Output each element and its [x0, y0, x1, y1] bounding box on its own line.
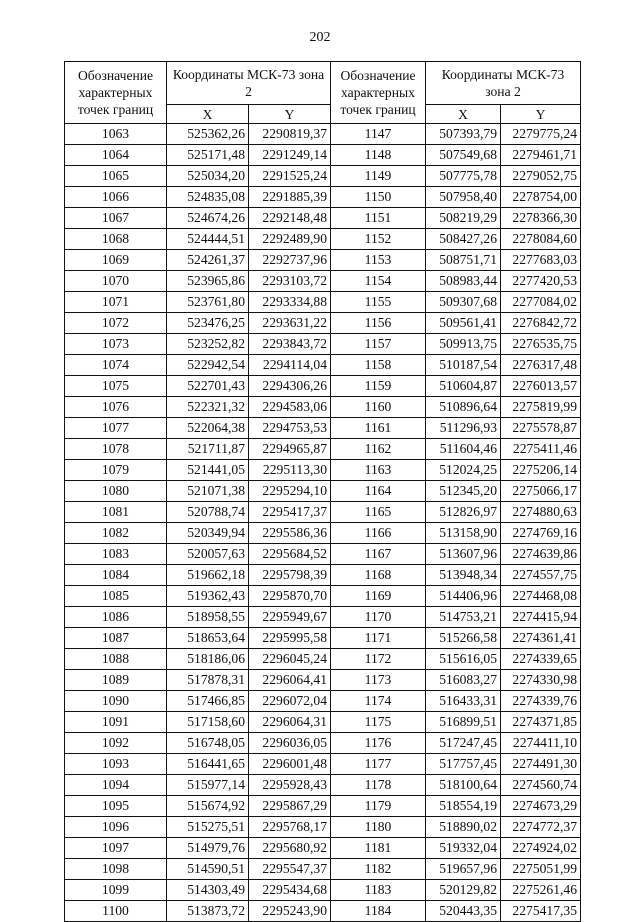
cell-y-right: 2275819,99	[501, 397, 581, 418]
cell-point-left: 1082	[65, 523, 167, 544]
cell-x-left: 518958,55	[167, 607, 249, 628]
cell-point-right: 1147	[331, 124, 426, 145]
cell-x-right: 507775,78	[426, 166, 501, 187]
cell-x-left: 525362,26	[167, 124, 249, 145]
cell-x-right: 515616,05	[426, 649, 501, 670]
cell-x-right: 508219,29	[426, 208, 501, 229]
cell-y-right: 2279052,75	[501, 166, 581, 187]
cell-point-left: 1088	[65, 649, 167, 670]
cell-x-right: 507958,40	[426, 187, 501, 208]
table-row	[65, 691, 581, 712]
cell-x-left: 521071,38	[167, 481, 249, 502]
cell-y-left: 2295113,30	[249, 460, 331, 481]
cell-y-left: 2295294,10	[249, 481, 331, 502]
table-row	[65, 166, 581, 187]
cell-y-right: 2275261,46	[501, 880, 581, 901]
cell-y-right: 2278366,30	[501, 208, 581, 229]
cell-y-left: 2296072,04	[249, 691, 331, 712]
cell-x-right: 509561,41	[426, 313, 501, 334]
cell-x-right: 508751,71	[426, 250, 501, 271]
cell-y-left: 2295798,39	[249, 565, 331, 586]
cell-y-left: 2294753,53	[249, 418, 331, 439]
cell-point-right: 1182	[331, 859, 426, 880]
cell-x-left: 517466,85	[167, 691, 249, 712]
cell-point-right: 1180	[331, 817, 426, 838]
cell-x-right: 514406,96	[426, 586, 501, 607]
cell-y-left: 2296036,05	[249, 733, 331, 754]
cell-x-right: 513607,96	[426, 544, 501, 565]
cell-y-left: 2294306,26	[249, 376, 331, 397]
cell-point-right: 1174	[331, 691, 426, 712]
cell-x-left: 520349,94	[167, 523, 249, 544]
table-row	[65, 775, 581, 796]
header-coords-right: Координаты МСК-73 зона 2	[426, 62, 581, 105]
cell-y-right: 2275578,87	[501, 418, 581, 439]
cell-x-right: 510604,87	[426, 376, 501, 397]
cell-y-right: 2278084,60	[501, 229, 581, 250]
table-row	[65, 208, 581, 229]
cell-y-left: 2295434,68	[249, 880, 331, 901]
cell-x-left: 515275,51	[167, 817, 249, 838]
cell-point-left: 1092	[65, 733, 167, 754]
cell-y-left: 2293103,72	[249, 271, 331, 292]
cell-point-left: 1064	[65, 145, 167, 166]
cell-point-left: 1081	[65, 502, 167, 523]
cell-y-left: 2295417,37	[249, 502, 331, 523]
cell-point-right: 1179	[331, 796, 426, 817]
cell-x-left: 516748,05	[167, 733, 249, 754]
cell-x-right: 513158,90	[426, 523, 501, 544]
cell-y-left: 2295995,58	[249, 628, 331, 649]
cell-y-right: 2274880,63	[501, 502, 581, 523]
cell-x-left: 521441,05	[167, 460, 249, 481]
cell-point-right: 1178	[331, 775, 426, 796]
cell-point-left: 1072	[65, 313, 167, 334]
cell-x-left: 523761,80	[167, 292, 249, 313]
cell-x-right: 520443,35	[426, 901, 501, 922]
cell-y-right: 2274769,16	[501, 523, 581, 544]
cell-point-left: 1098	[65, 859, 167, 880]
table-row	[65, 901, 581, 922]
cell-point-left: 1075	[65, 376, 167, 397]
table-row	[65, 250, 581, 271]
cell-point-left: 1067	[65, 208, 167, 229]
cell-y-right: 2275066,17	[501, 481, 581, 502]
cell-x-right: 507549,68	[426, 145, 501, 166]
cell-x-left: 519362,43	[167, 586, 249, 607]
cell-x-left: 524835,08	[167, 187, 249, 208]
cell-point-right: 1175	[331, 712, 426, 733]
cell-y-left: 2295928,43	[249, 775, 331, 796]
cell-point-right: 1168	[331, 565, 426, 586]
cell-point-right: 1167	[331, 544, 426, 565]
cell-point-right: 1164	[331, 481, 426, 502]
table-row	[65, 628, 581, 649]
cell-y-right: 2274415,94	[501, 607, 581, 628]
header-y-right: Y	[501, 105, 581, 124]
table-body	[65, 124, 581, 922]
cell-point-left: 1087	[65, 628, 167, 649]
cell-point-left: 1096	[65, 817, 167, 838]
header-x-left: X	[167, 105, 249, 124]
cell-x-left: 525171,48	[167, 145, 249, 166]
cell-y-right: 2274557,75	[501, 565, 581, 586]
cell-x-right: 513948,34	[426, 565, 501, 586]
cell-x-right: 507393,79	[426, 124, 501, 145]
cell-point-left: 1093	[65, 754, 167, 775]
header-coords-left: Координаты МСК-73 зона 2	[167, 62, 331, 105]
cell-y-left: 2292737,96	[249, 250, 331, 271]
cell-y-left: 2293334,88	[249, 292, 331, 313]
cell-point-left: 1084	[65, 565, 167, 586]
cell-x-left: 517158,60	[167, 712, 249, 733]
cell-y-right: 2275051,99	[501, 859, 581, 880]
cell-y-left: 2295243,90	[249, 901, 331, 922]
cell-point-left: 1073	[65, 334, 167, 355]
cell-y-left: 2290819,37	[249, 124, 331, 145]
cell-x-right: 517247,45	[426, 733, 501, 754]
table-row	[65, 376, 581, 397]
cell-y-right: 2275417,35	[501, 901, 581, 922]
table-row	[65, 670, 581, 691]
cell-point-right: 1169	[331, 586, 426, 607]
cell-point-left: 1095	[65, 796, 167, 817]
cell-y-left: 2291885,39	[249, 187, 331, 208]
cell-x-left: 518186,06	[167, 649, 249, 670]
cell-y-right: 2274371,85	[501, 712, 581, 733]
cell-point-right: 1171	[331, 628, 426, 649]
cell-x-left: 513873,72	[167, 901, 249, 922]
header-point-left: Обозначение характерных точек границ	[65, 62, 167, 124]
cell-x-right: 516083,27	[426, 670, 501, 691]
cell-x-right: 520129,82	[426, 880, 501, 901]
cell-y-right: 2274772,37	[501, 817, 581, 838]
cell-point-left: 1086	[65, 607, 167, 628]
header-x-right: X	[426, 105, 501, 124]
cell-x-left: 525034,20	[167, 166, 249, 187]
cell-y-left: 2295547,37	[249, 859, 331, 880]
cell-x-right: 519657,96	[426, 859, 501, 880]
cell-x-right: 518890,02	[426, 817, 501, 838]
cell-y-right: 2274924,02	[501, 838, 581, 859]
cell-x-right: 510896,64	[426, 397, 501, 418]
cell-point-right: 1161	[331, 418, 426, 439]
cell-y-right: 2277420,53	[501, 271, 581, 292]
cell-point-left: 1099	[65, 880, 167, 901]
table-row	[65, 712, 581, 733]
table-row	[65, 418, 581, 439]
cell-point-left: 1083	[65, 544, 167, 565]
table-row	[65, 565, 581, 586]
table-row	[65, 292, 581, 313]
cell-point-right: 1148	[331, 145, 426, 166]
cell-point-right: 1163	[331, 460, 426, 481]
cell-x-right: 518100,64	[426, 775, 501, 796]
cell-point-right: 1156	[331, 313, 426, 334]
cell-y-left: 2293631,22	[249, 313, 331, 334]
cell-point-left: 1076	[65, 397, 167, 418]
cell-y-right: 2279775,24	[501, 124, 581, 145]
table-row	[65, 313, 581, 334]
cell-y-left: 2295949,67	[249, 607, 331, 628]
cell-x-left: 522942,54	[167, 355, 249, 376]
cell-point-left: 1090	[65, 691, 167, 712]
cell-y-right: 2274411,10	[501, 733, 581, 754]
header-point-right: Обозначение характерных точек границ	[331, 62, 426, 124]
cell-point-right: 1152	[331, 229, 426, 250]
cell-point-right: 1162	[331, 439, 426, 460]
cell-y-right: 2274673,29	[501, 796, 581, 817]
cell-y-right: 2276535,75	[501, 334, 581, 355]
cell-y-left: 2295586,36	[249, 523, 331, 544]
cell-point-right: 1160	[331, 397, 426, 418]
cell-x-left: 523965,86	[167, 271, 249, 292]
cell-point-left: 1091	[65, 712, 167, 733]
header-y-left: Y	[249, 105, 331, 124]
cell-y-left: 2295680,92	[249, 838, 331, 859]
cell-x-left: 524261,37	[167, 250, 249, 271]
cell-y-right: 2277084,02	[501, 292, 581, 313]
cell-y-right: 2278754,00	[501, 187, 581, 208]
cell-x-left: 521711,87	[167, 439, 249, 460]
cell-x-right: 510187,54	[426, 355, 501, 376]
page-number: 202	[309, 30, 331, 45]
cell-x-right: 519332,04	[426, 838, 501, 859]
table-row	[65, 124, 581, 145]
cell-x-right: 508427,26	[426, 229, 501, 250]
cell-x-left: 522321,32	[167, 397, 249, 418]
cell-point-right: 1166	[331, 523, 426, 544]
table-row	[65, 397, 581, 418]
table-row	[65, 544, 581, 565]
cell-y-right: 2274361,41	[501, 628, 581, 649]
cell-x-right: 516433,31	[426, 691, 501, 712]
cell-x-right: 508983,44	[426, 271, 501, 292]
cell-y-left: 2293843,72	[249, 334, 331, 355]
cell-x-left: 520057,63	[167, 544, 249, 565]
cell-y-left: 2292489,90	[249, 229, 331, 250]
cell-point-left: 1085	[65, 586, 167, 607]
cell-x-left: 524444,51	[167, 229, 249, 250]
cell-y-right: 2275206,14	[501, 460, 581, 481]
cell-x-left: 520788,74	[167, 502, 249, 523]
table-row	[65, 460, 581, 481]
cell-point-left: 1071	[65, 292, 167, 313]
table-row	[65, 586, 581, 607]
cell-x-left: 514979,76	[167, 838, 249, 859]
table-row	[65, 859, 581, 880]
cell-x-left: 524674,26	[167, 208, 249, 229]
table-row	[65, 145, 581, 166]
cell-point-left: 1070	[65, 271, 167, 292]
cell-x-left: 519662,18	[167, 565, 249, 586]
table-row	[65, 355, 581, 376]
cell-point-right: 1154	[331, 271, 426, 292]
cell-point-right: 1173	[331, 670, 426, 691]
cell-point-right: 1153	[331, 250, 426, 271]
cell-x-left: 522701,43	[167, 376, 249, 397]
cell-x-left: 523476,25	[167, 313, 249, 334]
cell-point-right: 1181	[331, 838, 426, 859]
cell-y-right: 2276013,57	[501, 376, 581, 397]
cell-x-left: 515977,14	[167, 775, 249, 796]
cell-point-left: 1063	[65, 124, 167, 145]
table-row	[65, 607, 581, 628]
cell-point-left: 1089	[65, 670, 167, 691]
cell-y-left: 2291525,24	[249, 166, 331, 187]
cell-point-left: 1077	[65, 418, 167, 439]
cell-x-left: 516441,65	[167, 754, 249, 775]
table-row	[65, 334, 581, 355]
table-row	[65, 817, 581, 838]
table-row	[65, 271, 581, 292]
table-row	[65, 502, 581, 523]
cell-y-left: 2296001,48	[249, 754, 331, 775]
cell-y-left: 2295768,17	[249, 817, 331, 838]
cell-y-left: 2291249,14	[249, 145, 331, 166]
cell-y-left: 2295684,52	[249, 544, 331, 565]
cell-y-right: 2275411,46	[501, 439, 581, 460]
cell-point-right: 1172	[331, 649, 426, 670]
cell-y-left: 2294114,04	[249, 355, 331, 376]
coordinates-table	[64, 61, 581, 922]
cell-x-right: 514753,21	[426, 607, 501, 628]
table-row	[65, 754, 581, 775]
cell-point-right: 1159	[331, 376, 426, 397]
cell-point-left: 1069	[65, 250, 167, 271]
cell-point-right: 1151	[331, 208, 426, 229]
cell-y-right: 2274491,30	[501, 754, 581, 775]
cell-x-left: 523252,82	[167, 334, 249, 355]
cell-point-left: 1066	[65, 187, 167, 208]
cell-point-left: 1074	[65, 355, 167, 376]
cell-point-left: 1078	[65, 439, 167, 460]
cell-y-left: 2294965,87	[249, 439, 331, 460]
table-row	[65, 733, 581, 754]
cell-point-right: 1155	[331, 292, 426, 313]
table-row	[65, 187, 581, 208]
cell-x-left: 522064,38	[167, 418, 249, 439]
table-row	[65, 796, 581, 817]
cell-y-right: 2274339,76	[501, 691, 581, 712]
cell-x-left: 514303,49	[167, 880, 249, 901]
cell-x-left: 515674,92	[167, 796, 249, 817]
cell-x-right: 512024,25	[426, 460, 501, 481]
cell-y-left: 2294583,06	[249, 397, 331, 418]
cell-x-right: 509913,75	[426, 334, 501, 355]
cell-x-right: 511604,46	[426, 439, 501, 460]
cell-y-left: 2295867,29	[249, 796, 331, 817]
cell-point-right: 1177	[331, 754, 426, 775]
table-row	[65, 481, 581, 502]
cell-point-left: 1094	[65, 775, 167, 796]
cell-point-right: 1176	[331, 733, 426, 754]
cell-point-left: 1097	[65, 838, 167, 859]
cell-y-right: 2277683,03	[501, 250, 581, 271]
cell-point-left: 1080	[65, 481, 167, 502]
cell-point-right: 1149	[331, 166, 426, 187]
cell-point-left: 1065	[65, 166, 167, 187]
cell-y-right: 2276317,48	[501, 355, 581, 376]
cell-y-left: 2296064,41	[249, 670, 331, 691]
cell-point-right: 1157	[331, 334, 426, 355]
cell-x-right: 512826,97	[426, 502, 501, 523]
table-row	[65, 229, 581, 250]
table-row	[65, 523, 581, 544]
cell-point-right: 1158	[331, 355, 426, 376]
cell-x-left: 517878,31	[167, 670, 249, 691]
cell-point-right: 1184	[331, 901, 426, 922]
cell-y-right: 2274339,65	[501, 649, 581, 670]
cell-y-right: 2276842,72	[501, 313, 581, 334]
cell-point-left: 1079	[65, 460, 167, 481]
cell-x-right: 516899,51	[426, 712, 501, 733]
cell-y-left: 2296045,24	[249, 649, 331, 670]
cell-x-right: 512345,20	[426, 481, 501, 502]
cell-y-left: 2296064,31	[249, 712, 331, 733]
cell-y-right: 2279461,71	[501, 145, 581, 166]
cell-point-right: 1170	[331, 607, 426, 628]
cell-x-right: 518554,19	[426, 796, 501, 817]
table-row	[65, 439, 581, 460]
cell-y-right: 2274468,08	[501, 586, 581, 607]
cell-x-left: 514590,51	[167, 859, 249, 880]
cell-y-left: 2295870,70	[249, 586, 331, 607]
cell-x-right: 509307,68	[426, 292, 501, 313]
cell-x-right: 515266,58	[426, 628, 501, 649]
cell-point-right: 1183	[331, 880, 426, 901]
cell-y-right: 2274330,98	[501, 670, 581, 691]
cell-y-right: 2274560,74	[501, 775, 581, 796]
cell-point-right: 1165	[331, 502, 426, 523]
table-row	[65, 649, 581, 670]
cell-x-left: 518653,64	[167, 628, 249, 649]
cell-x-right: 517757,45	[426, 754, 501, 775]
cell-x-right: 511296,93	[426, 418, 501, 439]
table-row	[65, 838, 581, 859]
cell-y-left: 2292148,48	[249, 208, 331, 229]
cell-point-left: 1068	[65, 229, 167, 250]
table-row	[65, 880, 581, 901]
cell-point-right: 1150	[331, 187, 426, 208]
cell-y-right: 2274639,86	[501, 544, 581, 565]
cell-point-left: 1100	[65, 901, 167, 922]
